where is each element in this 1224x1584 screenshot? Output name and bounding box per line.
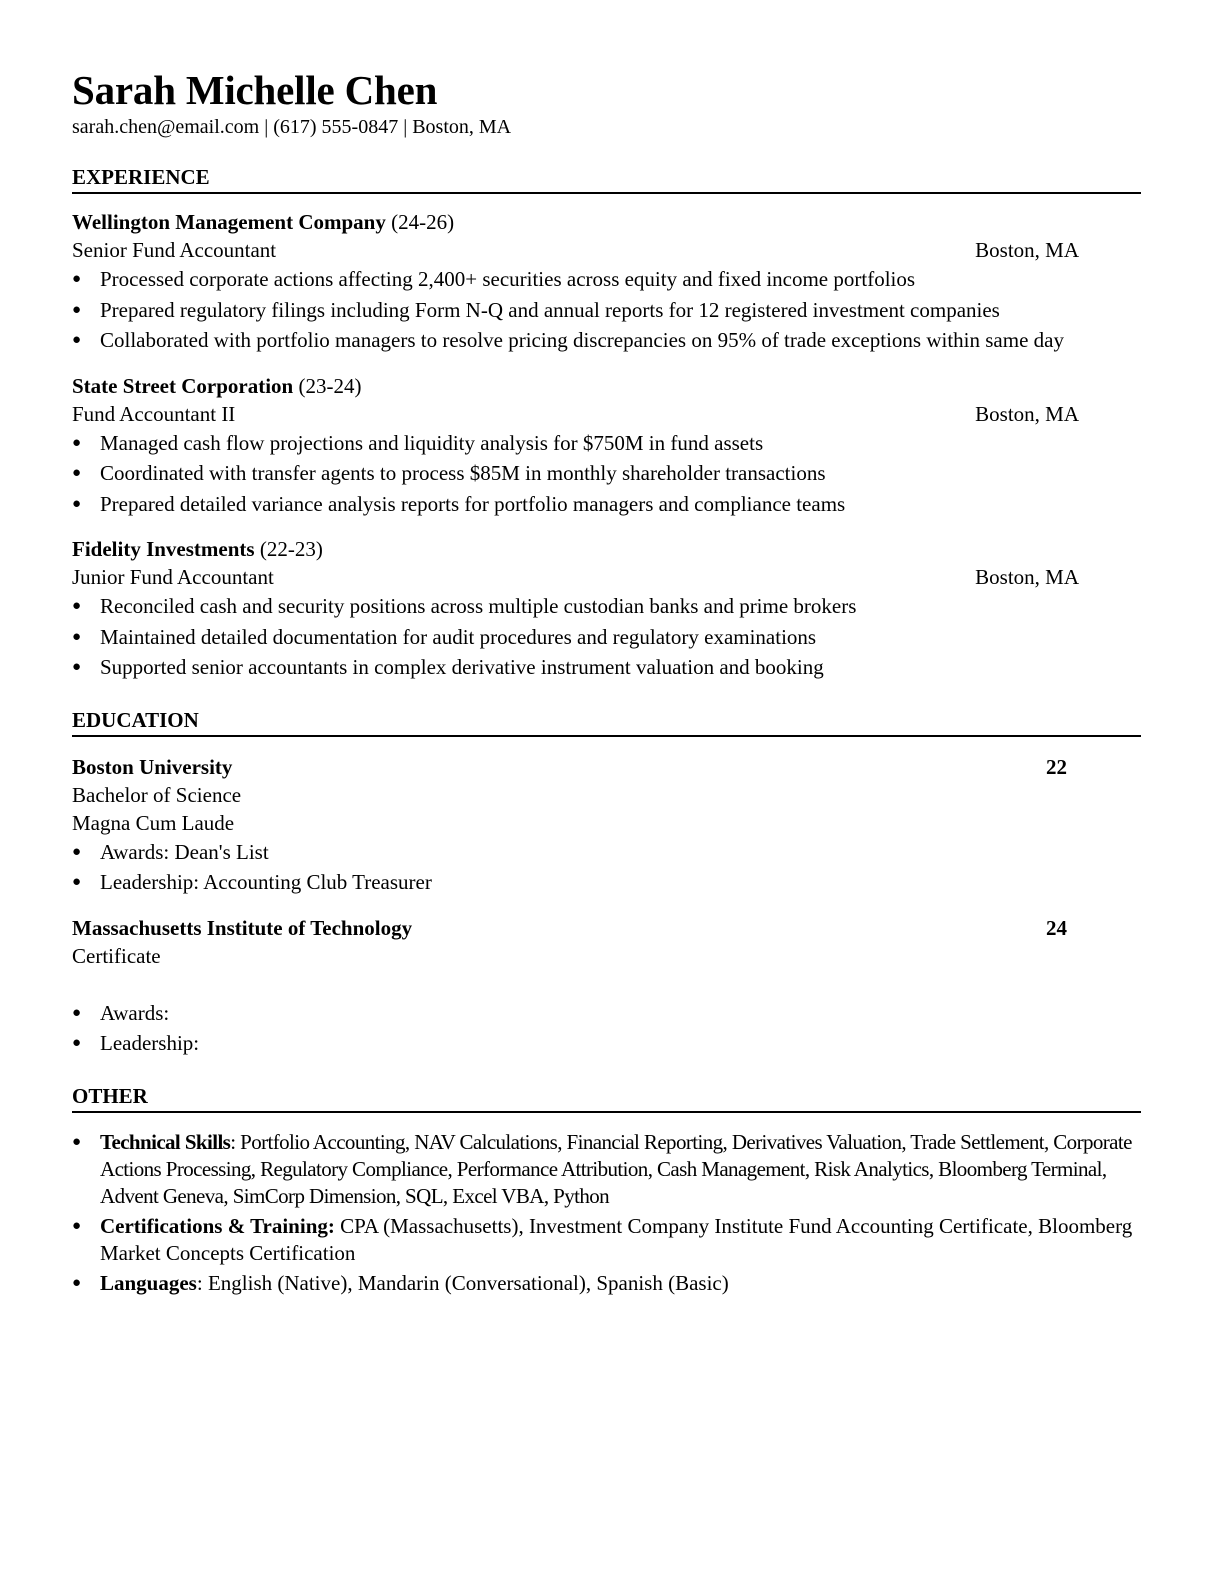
bullet-item: ● Maintained detailed documentation for audit procedures and regulatory examinations [72, 622, 1141, 653]
item-text: English (Native), Mandarin (Conversational), Spanish (Basic) [207, 1270, 729, 1295]
bullet-item: ● Leadership: Accounting Club Treasurer [72, 867, 1141, 898]
bullet-item: ● Managed cash flow projections and liquidity analysis for $750M in fund assets [72, 428, 1141, 459]
company-name: State Street Corporation [72, 373, 294, 398]
job-dates: (22-23) [254, 537, 323, 561]
bullet-item: ● Coordinated with transfer agents to process $85M in monthly shareholder transactions [72, 458, 1141, 489]
bullet-item: ● Awards: Dean's List [72, 837, 1141, 868]
bullet-item: ● Leadership: [72, 1028, 1141, 1059]
resume-page [72, 66, 1141, 1300]
job-bullets [72, 428, 1141, 520]
contact-line: sarah.chen@email.com | (617) 555-0847 | Boston, MA [72, 116, 512, 138]
bullet-item: ● Processed corporate actions affecting 2,400+ securities across equity and fixed income portfolios [72, 264, 1141, 295]
education-bullets [72, 837, 1141, 898]
school-name: Massachusetts Institute of Technology [72, 915, 413, 940]
honors-empty [72, 970, 1141, 998]
job-entry [72, 535, 1141, 683]
job-bullets [72, 591, 1141, 683]
item-separator: : [196, 1270, 208, 1295]
job-location: Boston, MA [975, 238, 1079, 262]
job-entry [72, 208, 1141, 356]
item-label: Certifications & Training: [100, 1213, 335, 1238]
company-name: Fidelity Investments [72, 537, 255, 561]
school-name: Boston University [72, 754, 233, 779]
bullet-item: ● Prepared detailed variance analysis reports for portfolio managers and compliance teams [72, 489, 1141, 520]
experience-heading: EXPERIENCE [72, 164, 1141, 194]
graduation-year: 22 [1046, 754, 1067, 779]
graduation-year: 24 [1046, 915, 1067, 940]
item-label: Technical Skills [100, 1129, 231, 1154]
company-name: Wellington Management Company [72, 210, 386, 234]
job-bullets [72, 264, 1141, 356]
job-location: Boston, MA [975, 565, 1079, 589]
skills-item [72, 1129, 1141, 1210]
education-entry [72, 753, 1141, 898]
certifications-item [72, 1213, 1141, 1267]
job-location: Boston, MA [975, 401, 1079, 426]
candidate-name: Sarah Michelle Chen [72, 67, 438, 113]
bullet-item: ● Prepared regulatory filings including Form N-Q and annual reports for 12 registered investment companies [72, 295, 1141, 326]
other-heading: OTHER [72, 1083, 1141, 1113]
honors: Magna Cum Laude [72, 810, 235, 835]
item-label: Languages [100, 1270, 197, 1295]
education-heading: EDUCATION [72, 707, 1141, 737]
item-text: Portfolio Accounting, NAV Calculations, Financial Reporting, Derivatives Valuation, Trade Settlement, Corporate Actions Processing, Regulatory Compliance, Performance Attribution, Cash Management, Risk Analytics, Bloomberg Terminal, Advent Geneva, SimCorp Dimension, SQL, Excel VBA, Python [100, 1129, 1132, 1208]
bullet-item: ● Collaborated with portfolio managers to resolve pricing discrepancies on 95% of trade exceptions within same day [72, 325, 1141, 356]
job-entry [72, 372, 1141, 520]
degree: Bachelor of Science [72, 782, 242, 807]
languages-item [72, 1270, 1141, 1297]
item-separator: : [230, 1129, 241, 1154]
other-list [72, 1129, 1141, 1297]
bullet-item: ● Reconciled cash and security positions across multiple custodian banks and prime brokers [72, 591, 1141, 622]
job-title: Fund Accountant II [72, 401, 236, 426]
education-entry [72, 914, 1141, 1059]
education-bullets [72, 998, 1141, 1059]
job-title: Junior Fund Accountant [72, 565, 274, 589]
item-text: CPA (Massachusetts), Investment Company Institute Fund Accounting Certificate, Bloomberg Market Concepts Certification [100, 1213, 1133, 1265]
job-dates: (24-26) [385, 210, 455, 234]
job-title: Senior Fund Accountant [72, 238, 277, 262]
bullet-item: ● Awards: [72, 998, 1141, 1029]
degree: Certificate [72, 943, 161, 968]
bullet-item: ● Supported senior accountants in complex derivative instrument valuation and booking [72, 652, 1141, 683]
job-dates: (23-24) [293, 373, 362, 398]
